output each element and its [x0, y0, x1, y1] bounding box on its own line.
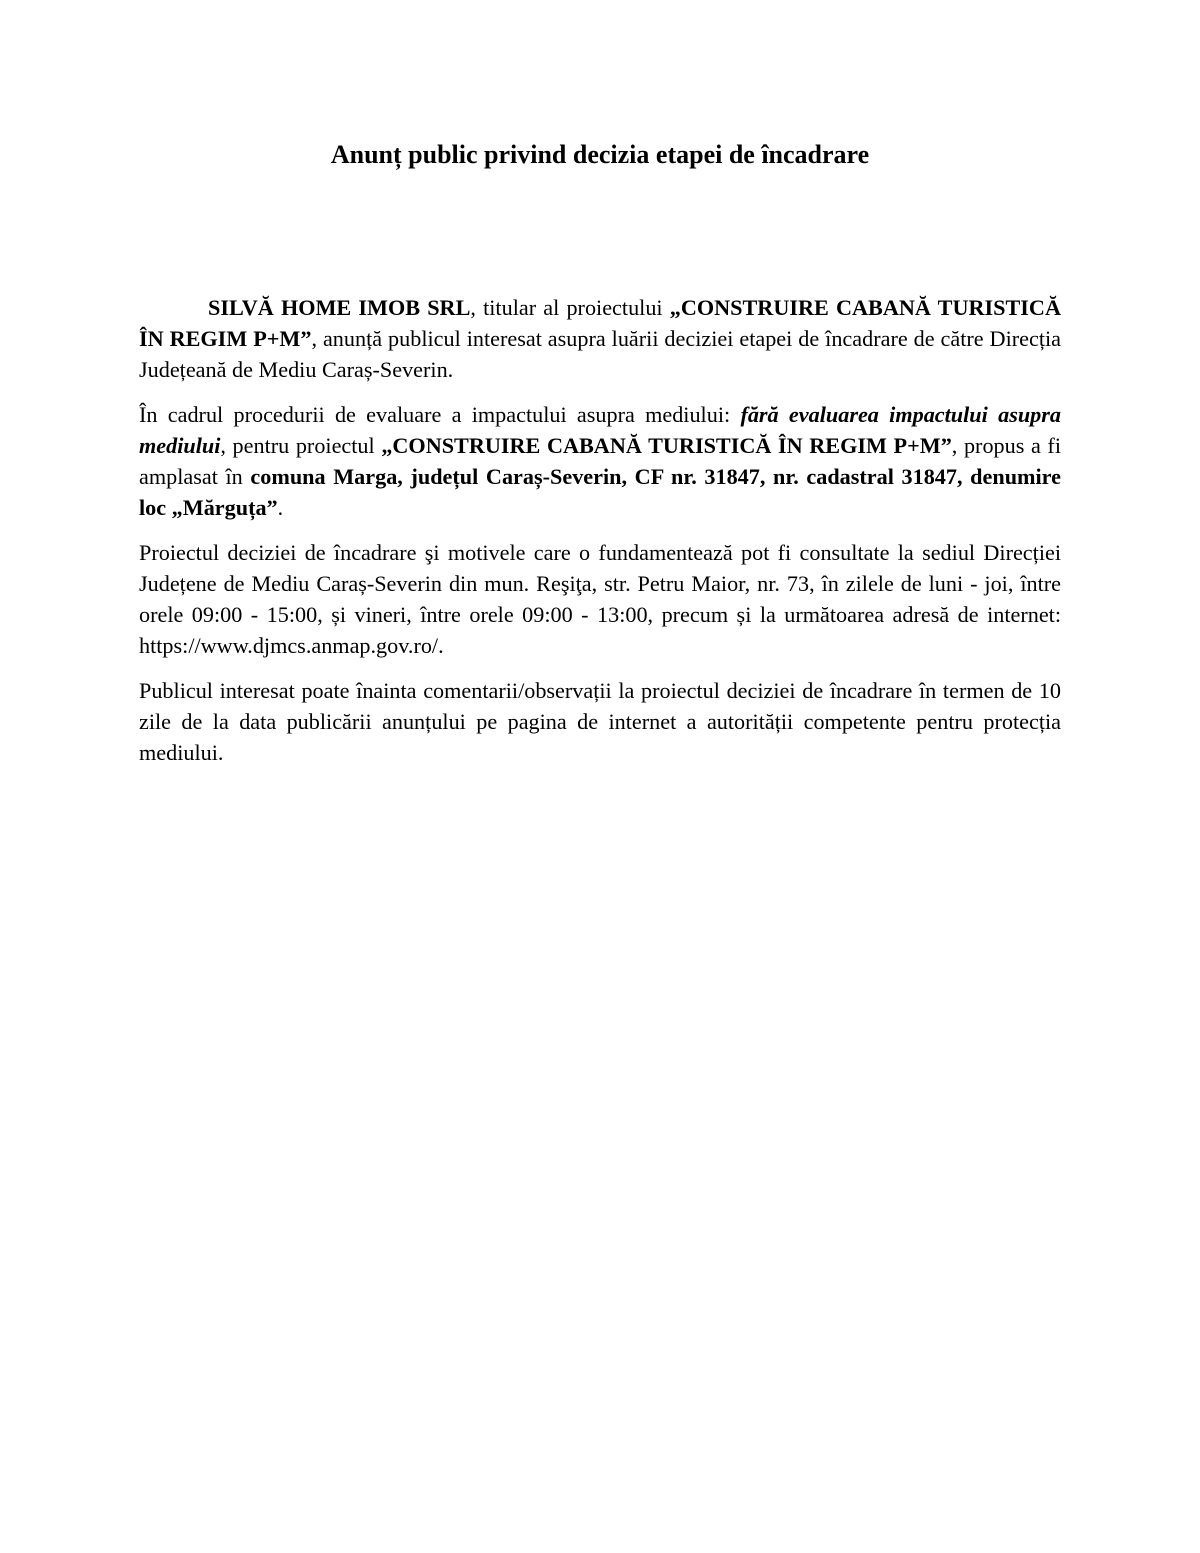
procedure-type: fără evaluarea impactului asupra mediului [139, 402, 1061, 458]
paragraph-comments: Publicul interesat poate înainta comentarii/observații la proiectul deciziei de încadrare în termen de 10 zile de la data publicării anunțului pe pagina de internet a autorității competente pentru protecția mediului. [139, 678, 1061, 765]
project-name: „CONSTRUIRE CABANĂ TURISTICĂ ÎN REGIM P+M” [139, 295, 1061, 351]
paragraph-text: , pentru proiectul [220, 433, 382, 458]
paragraph-text: , anunță publicul interesat asupra luării deciziei etapei de încadrare de către Direcția Județeană de Mediu Caraș-Severin. [139, 326, 1062, 382]
paragraph-procedure [139, 399, 1061, 523]
paragraph-text: În cadrul procedurii de evaluare a impactului asupra mediului: [139, 402, 741, 427]
document-title: Anunț public privind decizia etapei de încadrare [330, 140, 870, 169]
paragraph-text: , titular al proiectului [470, 295, 670, 320]
paragraph-announcement [139, 292, 1061, 385]
paragraph-text: , propus a fi amplasat în [139, 433, 1061, 489]
paragraph-consultation: Proiectul deciziei de încadrare şi motivele care o fundamentează pot fi consultate la sediul Direcției Județene de Mediu Caraș-Severin din mun. Reşiţa, str. Petru Maior, nr. 73, în zilele de luni - joi, între orele 09:00 - 15:00, și vineri, între orele 09:00 - 13:00, precum și la următoarea adresă de internet: https://www.djmcs.anmap.gov.ro/. [139, 540, 1061, 658]
project-location: comuna Marga, județul Caraș-Severin, CF nr. 31847, nr. cadastral 31847, denumire loc „Mărguța” [139, 464, 1061, 520]
document-body [139, 292, 1061, 782]
paragraph-text: . [277, 495, 284, 520]
project-name: „CONSTRUIRE CABANĂ TURISTICĂ ÎN REGIM P+M” [381, 433, 952, 458]
company-name: SILVĂ HOME IMOB SRL [208, 295, 471, 320]
